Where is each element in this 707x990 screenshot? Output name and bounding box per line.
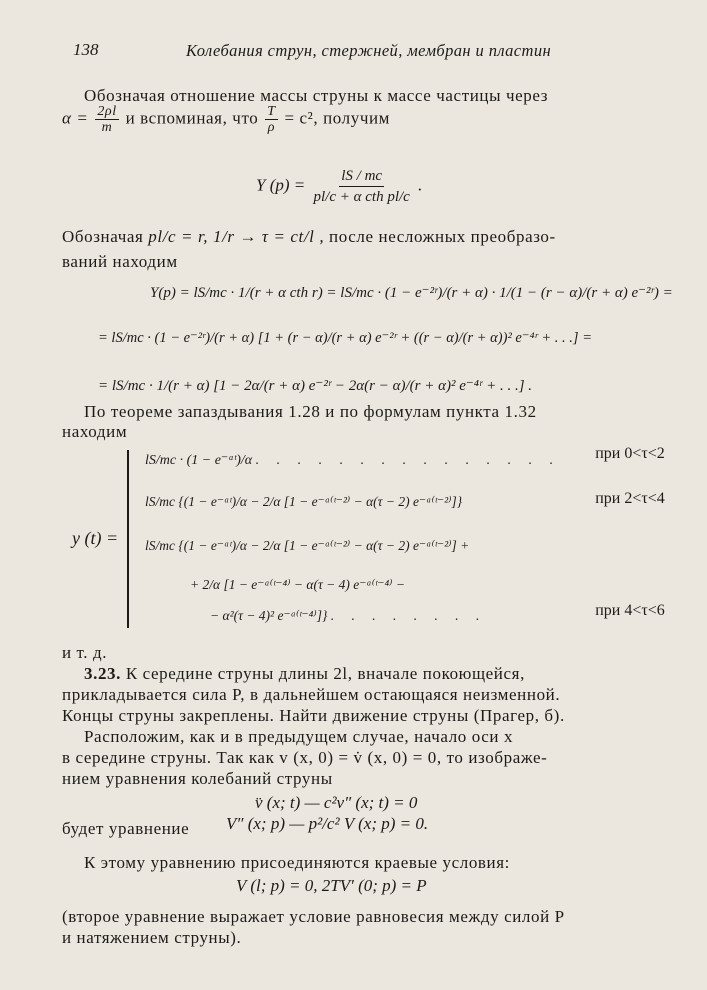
equation-3: = lS/mc · (1 − e⁻²ʳ)/(r + α) [1 + (r − α)/(r + α) e⁻²ʳ + ((r − α)/(r + α))² e⁻⁴ʳ + . . .] =: [98, 330, 592, 346]
equation-6: v̈ (x; t) — c²v″ (x; t) = 0: [255, 793, 418, 812]
paragraph-1-line-2: α = $\frac{2\rho l}{m}$ и вспоминая, что $\frac{T}{\rho}$ = c², получим: [62, 104, 391, 135]
fraction-tension: $\frac{T}{\rho}$: [267, 104, 276, 135]
paragraph-4-line-3: Концы струны закреплены. Найти движение струны (Прагер, б).: [62, 706, 565, 725]
equation-7: V″ (x; p) — p²/c² V (x; p) = 0.: [226, 814, 429, 833]
paragraph-3-line-2: находим: [62, 422, 128, 441]
paragraph-8-line-1: (второе уравнение выражает условие равновесия между силой P: [62, 907, 565, 926]
paragraph-5-line-2: в середине струны. Так как v (x, 0) = v̇ (x, 0) = 0, то изображе-: [62, 748, 548, 767]
case-3-condition: при 4<τ<6: [595, 602, 665, 619]
case-2-condition: при 2<τ<4: [595, 490, 665, 507]
case-1-condition: при 0<τ<2: [595, 445, 665, 462]
equation-4: = lS/mc · 1/(r + α) [1 − 2α/(r + α) e⁻²ʳ − 2α(r − α)/(r + α)² e⁻⁴ʳ + . . .] .: [98, 378, 533, 394]
paragraph-7: К этому уравнению присоединяются краевые условия:: [84, 853, 510, 872]
paragraph-1-line-1: Обозначая отношение массы струны к массе частицы через: [84, 86, 549, 105]
equation-5-case-3b: + 2/α [1 − e⁻ᵃ⁽ᵗ⁻⁴⁾ − α(τ − 4) e⁻ᵃ⁽ᵗ⁻⁴⁾ −: [190, 577, 405, 592]
equation-5-case-1: lS/mc · (1 − e⁻ᵃᵗ)/α . . . . . . . . . . . . . . .: [145, 453, 561, 468]
running-title: Колебания струн, стержней, мембран и пластин: [186, 41, 552, 60]
equation-1-fraction: $\frac{lS / mc}{\text{pl/c + α cth pl/c}}$: [313, 168, 410, 205]
equation-1: Y (p) = $\frac{lS / mc}{\text{pl/c + α cth pl/c}}$ .: [256, 168, 423, 205]
cases-brace: [127, 450, 139, 628]
paragraph-2-line-2: ваний находим: [62, 252, 178, 271]
paragraph-5-line-3: нием уравнения колебаний струны: [62, 769, 333, 788]
paragraph-4-line-1: 3.23. К середине струны длины 2l, вначале покоющейся,: [84, 664, 525, 683]
paragraph-6: будет уравнение: [62, 819, 190, 838]
etc-text: и т. д.: [62, 643, 108, 662]
fraction-alpha: $\frac{2\rho l}{m}$: [97, 104, 117, 135]
equation-5-lhs: y (t) =: [72, 528, 119, 548]
equation-5-case-2: lS/mc {(1 − e⁻ᵃᵗ)/α − 2/α [1 − e⁻ᵃ⁽ᵗ⁻²⁾ − α(τ − 2) e⁻ᵃ⁽ᵗ⁻²⁾]}: [145, 494, 463, 509]
paragraph-5-line-1: Расположим, как и в предыдущем случае, начало оси x: [84, 727, 514, 746]
page-number: 138: [73, 40, 99, 59]
equation-2: Y(p) = lS/mc · 1/(r + α cth r) = lS/mc · (1 − e⁻²ʳ)/(r + α) · 1/(1 − (r − α)/(r + α) e⁻²ʳ) =: [150, 285, 673, 301]
paragraph-2-line-1: Обозначая pl/c = r, 1/r → τ = ct/l , после несложных преобразо-: [62, 227, 556, 246]
paragraph-4-line-2: прикладывается сила P, в дальнейшем остающаяся неизменной.: [62, 685, 561, 704]
equation-5-case-3c: − α²(τ − 4)² e⁻ᵃ⁽ᵗ⁻⁴⁾]} . . . . . . . .: [210, 608, 487, 623]
equation-5-case-3a: lS/mc {(1 − e⁻ᵃᵗ)/α − 2/α [1 − e⁻ᵃ⁽ᵗ⁻²⁾ − α(τ − 2) e⁻ᵃ⁽ᵗ⁻²⁾] +: [145, 538, 470, 553]
paragraph-8-line-2: и натяжением струны).: [62, 928, 242, 947]
paragraph-3-line-1: По теореме запаздывания 1.28 и по формулам пункта 1.32: [84, 402, 537, 421]
equation-8: V (l; p) = 0, 2TV′ (0; p) = P: [236, 876, 427, 895]
